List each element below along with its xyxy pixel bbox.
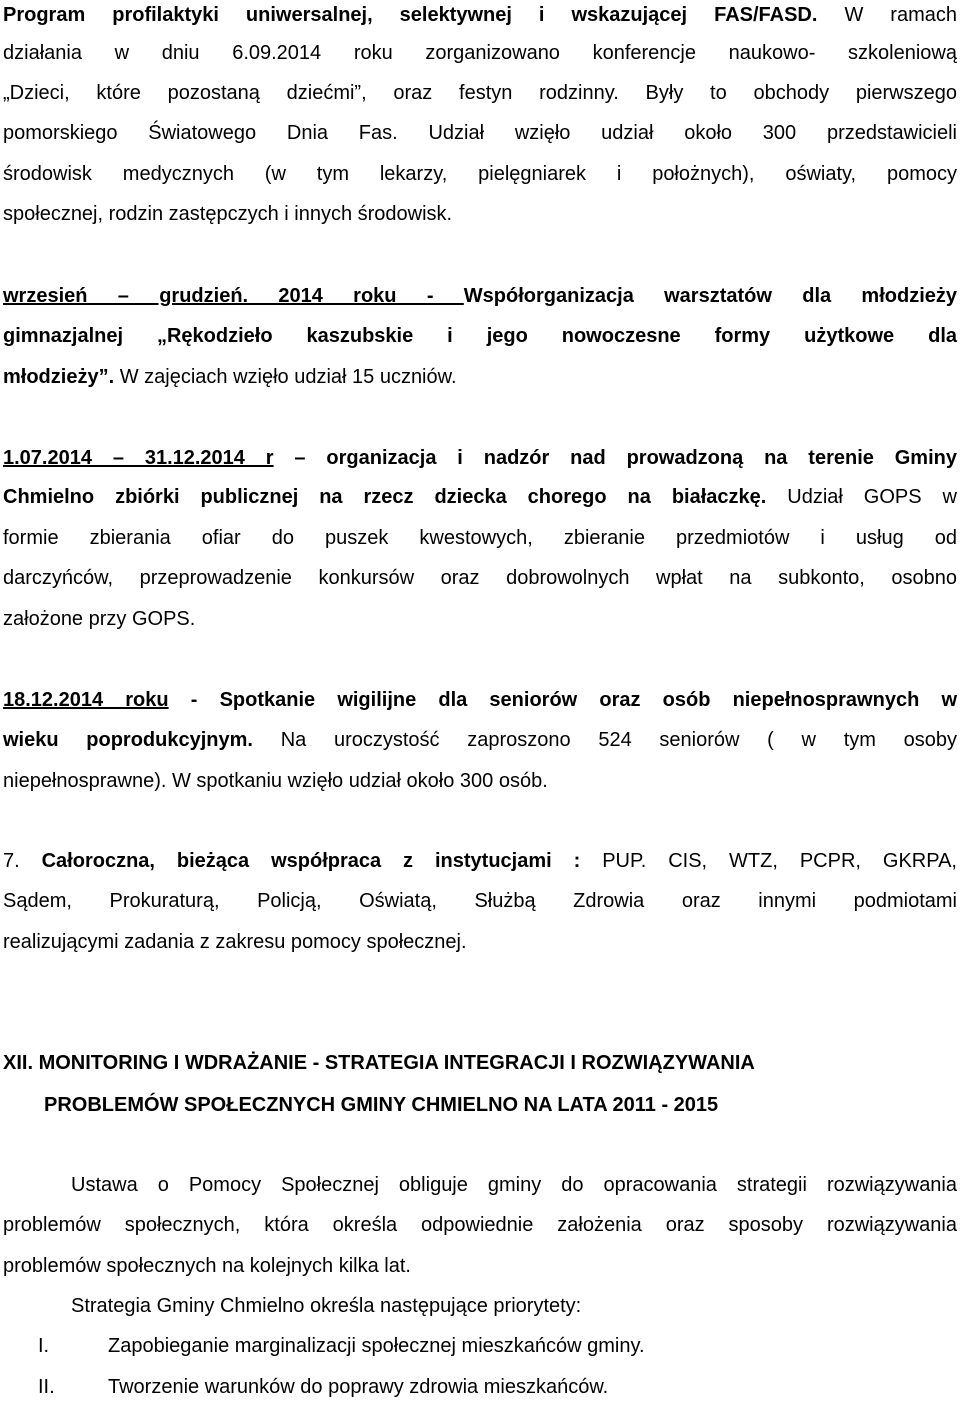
- para3-line-2-rest: Udział GOPS w: [766, 486, 957, 508]
- para1-line-2: działania w dniu 6.09.2014 roku zorganizowano konferencje naukowo- szkoleniową: [3, 42, 957, 64]
- list-item-number: II.: [38, 1376, 55, 1398]
- para4-line-1: [3, 685, 957, 715]
- para3-event-title: – organizacja i nadzór nad prowadzoną na terenie Gminy: [273, 447, 957, 469]
- para6-line-4: Strategia Gminy Chmielno określa następujące priorytety:: [71, 1295, 582, 1317]
- para3-date: 1.07.2014 – 31.12.2014 r: [3, 447, 274, 469]
- para5-line-2: Sądem, Prokuraturą, Policją, Oświatą, Służbą Zdrowia oraz innymi podmiotami: [3, 890, 957, 912]
- para1-line-1-rest: W ramach: [844, 4, 957, 26]
- list-item: [3, 1331, 957, 1361]
- para1-line-3: „Dzieci, które pozostaną dziećmi”, oraz festyn rodzinny. Były to obchody pierwszego: [3, 82, 957, 104]
- section-title-line-2: PROBLEMÓW SPOŁECZNYCH GMINY CHMIELNO NA LATA 2011 - 2015: [44, 1094, 719, 1116]
- list-item-text: Tworzenie warunków do poprawy zdrowia mieszkańców.: [108, 1376, 609, 1398]
- para3-line-5: założone przy GOPS.: [3, 608, 196, 630]
- para2-line-3-rest: W zajęciach wzięło udział 15 uczniów.: [114, 366, 457, 388]
- para2-line-3: [3, 362, 957, 392]
- para3-line-3: formie zbierania ofiar do puszek kwestowych, zbieranie przedmiotów i usług od: [3, 527, 957, 549]
- para5-number: 7.: [3, 850, 42, 872]
- list-item-text: Zapobieganie marginalizacji społecznej mieszkańców gminy.: [108, 1335, 645, 1357]
- program-title: Program profilaktyki uniwersalnej, selektywnej i wskazującej FAS/FASD.: [3, 4, 845, 26]
- para1-line-1: [3, 0, 957, 30]
- para4-line-2: [3, 725, 957, 755]
- para3-line-1: [3, 443, 957, 473]
- para4-date: 18.12.2014 roku: [3, 689, 169, 711]
- para2-event-title: Współorganizacja warsztatów dla młodzieży: [463, 285, 958, 307]
- para5-line-1-rest: PUP. CIS, WTZ, PCPR, GKRPA,: [580, 850, 957, 872]
- para2-line-3-bold: młodzieży”.: [3, 366, 115, 388]
- para3-line-2: [3, 482, 957, 512]
- list-item-number: I.: [38, 1335, 50, 1357]
- para1-line-6: społecznej, rodzin zastępczych i innych środowisk.: [3, 203, 453, 225]
- para5-title: Całoroczna, bieżąca współpraca z instytucjami :: [41, 850, 581, 872]
- list-item: [3, 1372, 957, 1402]
- para2-line-1: [3, 281, 957, 311]
- para1-line-5: środowisk medycznych (w tym lekarzy, pielęgniarek i położnych), oświaty, pomocy: [3, 163, 957, 185]
- para2-line-2: gimnazjalnej „Rękodzieło kaszubskie i jego nowoczesne formy użytkowe dla: [3, 325, 957, 347]
- para4-line-2-rest: Na uroczystość zaproszono 524 seniorów ( w tym osoby: [252, 729, 957, 751]
- para5-line-3: realizującymi zadania z zakresu pomocy społecznej.: [3, 931, 467, 953]
- para3-line-2-bold: Chmielno zbiórki publicznej na rzecz dziecka chorego na białaczkę.: [3, 486, 767, 508]
- para6-line-1: Ustawa o Pomocy Społecznej obliguje gminy do opracowania strategii rozwiązywania: [71, 1174, 957, 1196]
- para6-line-2: problemów społecznych, która określa odpowiednie założenia oraz sposoby rozwiązywania: [3, 1214, 957, 1236]
- para1-line-4: pomorskiego Światowego Dnia Fas. Udział wzięło udział około 300 przedstawicieli: [3, 122, 957, 144]
- para4-line-2-bold: wieku poprodukcyjnym.: [3, 729, 253, 751]
- para5-line-1: [3, 846, 957, 876]
- para6-line-3: problemów społecznych na kolejnych kilka lat.: [3, 1255, 411, 1277]
- para3-line-4: darczyńców, przeprowadzenie konkursów oraz dobrowolnych wpłat na subkonto, osobno: [3, 567, 957, 589]
- section-title-line-1: XII. MONITORING I WDRAŻANIE - STRATEGIA INTEGRACJI I ROZWIĄZYWANIA: [3, 1052, 755, 1074]
- para4-line-3: niepełnosprawne). W spotkaniu wzięło udział około 300 osób.: [3, 770, 548, 792]
- para4-event-title: - Spotkanie wigilijne dla seniorów oraz osób niepełnosprawnych w: [168, 689, 958, 711]
- para2-date: wrzesień – grudzień. 2014 roku -: [3, 285, 464, 307]
